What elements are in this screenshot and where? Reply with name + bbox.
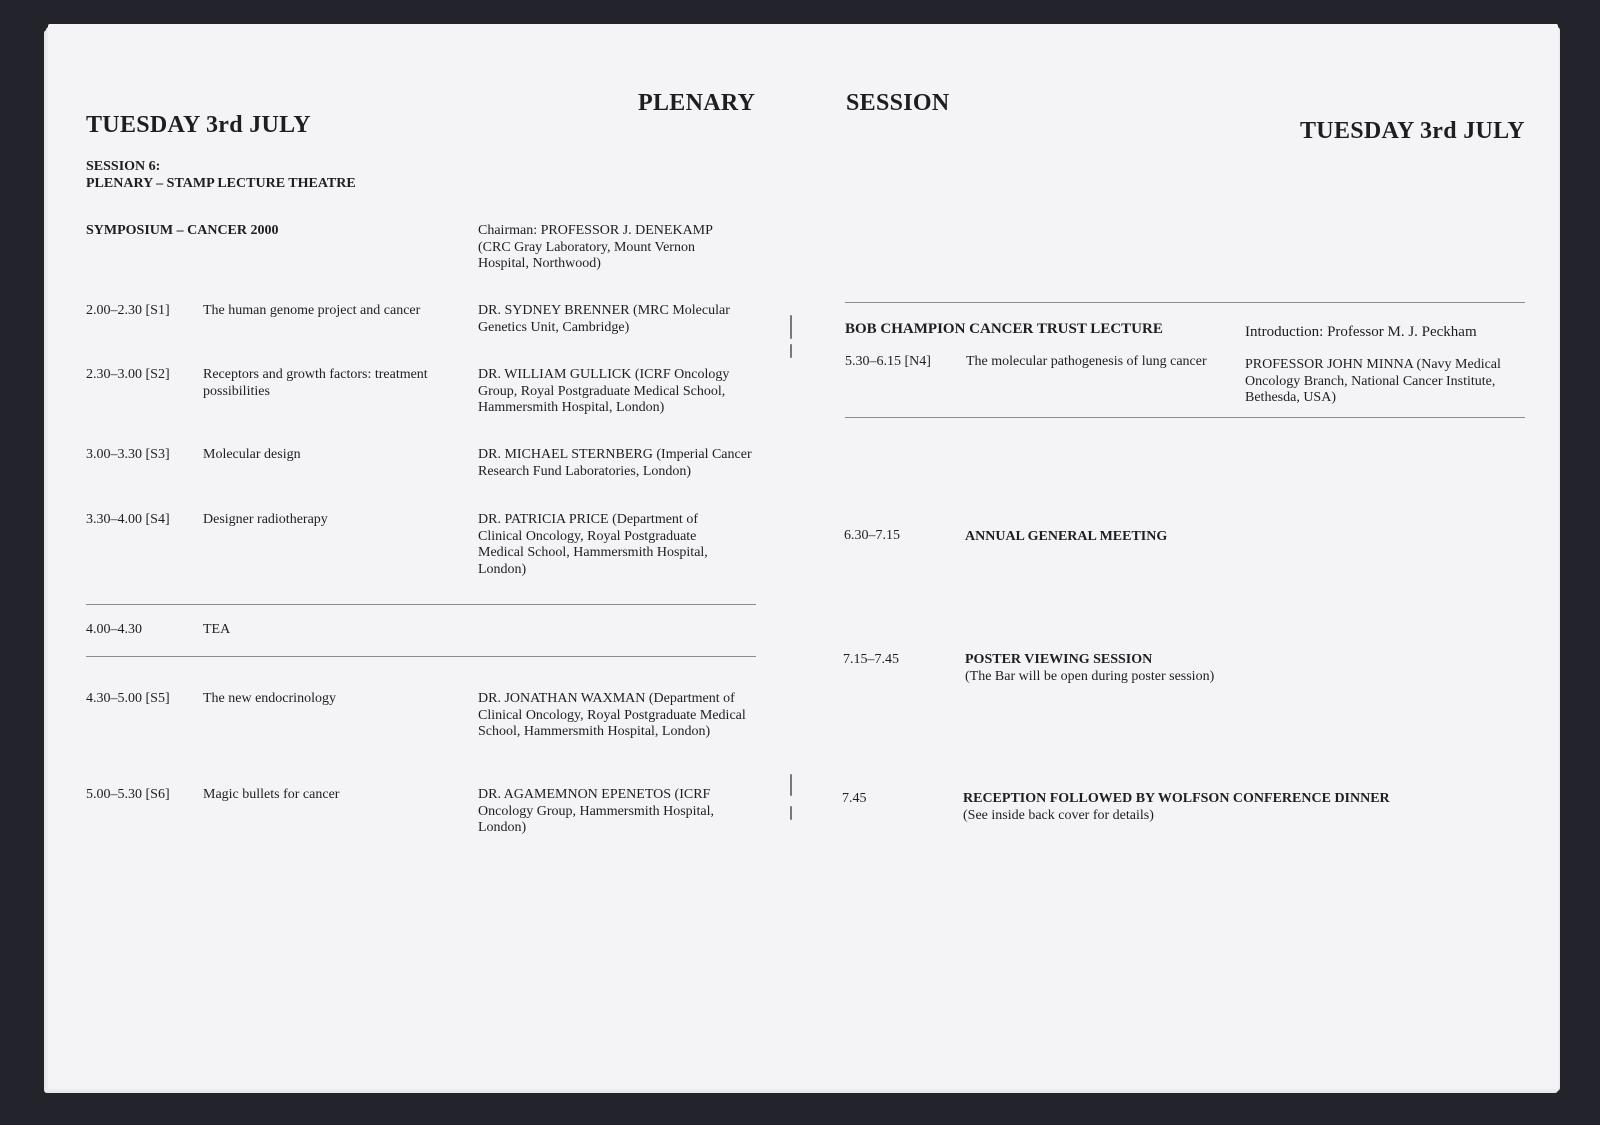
left-section-title: PLENARY xyxy=(638,90,756,116)
talk-time: 2.30–3.00 [S2] xyxy=(86,367,170,382)
talk-title: The human genome project and cancer xyxy=(203,303,421,318)
talk-time: 5.00–5.30 [S6] xyxy=(86,787,170,802)
lecture-speaker: PROFESSOR JOHN MINNA (Navy Medical Oncology Branch, National Cancer Institute, Bethesda, USA) xyxy=(1245,357,1501,405)
talk-title: Magic bullets for cancer xyxy=(203,787,340,802)
staple xyxy=(790,315,792,339)
talk-time: 4.30–5.00 [S5] xyxy=(86,691,170,706)
divider xyxy=(845,417,1525,418)
left-day-title: TUESDAY 3rd JULY xyxy=(86,112,311,138)
divider xyxy=(86,656,756,657)
event-time: 6.30–7.15 xyxy=(844,528,900,543)
event-time: 7.45 xyxy=(842,791,867,806)
staple xyxy=(790,774,792,796)
talk-title: The new endocrinology xyxy=(203,691,336,706)
event-note: (The Bar will be open during poster session) xyxy=(965,669,1215,684)
event-note: (See inside back cover for details) xyxy=(963,808,1154,823)
staple xyxy=(790,344,792,358)
talk-speaker: DR. WILLIAM GULLICK (ICRF Oncology Group, Royal Postgraduate Medical School, Hammersmith Hospital, London) xyxy=(478,367,730,415)
talk-time: 3.30–4.00 [S4] xyxy=(86,512,170,527)
talk-speaker: DR. AGAMEMNON EPENETOS (ICRF Oncology Group, Hammersmith Hospital, London) xyxy=(478,787,715,835)
talk-speaker: DR. MICHAEL STERNBERG (Imperial Cancer Research Fund Laboratories, London) xyxy=(478,447,752,479)
divider xyxy=(845,302,1525,303)
lecture-talk: The molecular pathogenesis of lung cancer xyxy=(966,354,1207,369)
programme-spread xyxy=(48,24,1558,1089)
tea-label: TEA xyxy=(203,622,231,637)
lecture-title: BOB CHAMPION CANCER TRUST LECTURE xyxy=(845,321,1163,337)
staple xyxy=(790,806,792,820)
lecture-introduction: Introduction: Professor M. J. Peckham xyxy=(1245,324,1477,340)
talk-title: Designer radiotherapy xyxy=(203,512,328,527)
talk-title: Receptors and growth factors: treatment possibilities xyxy=(203,367,428,399)
talk-time: 2.00–2.30 [S1] xyxy=(86,303,170,318)
chairman: Chairman: PROFESSOR J. DENEKAMP (CRC Gray Laboratory, Mount Vernon Hospital, Northwood) xyxy=(478,223,713,271)
talk-time: 3.00–3.30 [S3] xyxy=(86,447,170,462)
session-venue: PLENARY – STAMP LECTURE THEATRE xyxy=(86,176,356,191)
talk-speaker: DR. JONATHAN WAXMAN (Department of Clinical Oncology, Royal Postgraduate Medical School, Hammersmith Hospital, London) xyxy=(478,691,746,739)
session-label: SESSION 6: xyxy=(86,159,161,174)
right-day-title: TUESDAY 3rd JULY xyxy=(1300,118,1525,144)
event-title: POSTER VIEWING SESSION xyxy=(965,652,1153,667)
divider xyxy=(86,604,756,605)
event-title: ANNUAL GENERAL MEETING xyxy=(965,529,1168,544)
tea-time: 4.00–4.30 xyxy=(86,622,142,637)
symposium-title: SYMPOSIUM – CANCER 2000 xyxy=(86,223,279,238)
right-section-title: SESSION xyxy=(846,90,950,116)
talk-speaker: DR. PATRICIA PRICE (Department of Clinical Oncology, Royal Postgraduate Medical School, Hammersmith Hospital, London) xyxy=(478,512,708,577)
talk-title: Molecular design xyxy=(203,447,301,462)
lecture-time: 5.30–6.15 [N4] xyxy=(845,354,931,369)
talk-speaker: DR. SYDNEY BRENNER (MRC Molecular Genetics Unit, Cambridge) xyxy=(478,303,730,335)
event-time: 7.15–7.45 xyxy=(843,652,899,667)
event-title: RECEPTION FOLLOWED BY WOLFSON CONFERENCE DINNER xyxy=(963,791,1390,806)
